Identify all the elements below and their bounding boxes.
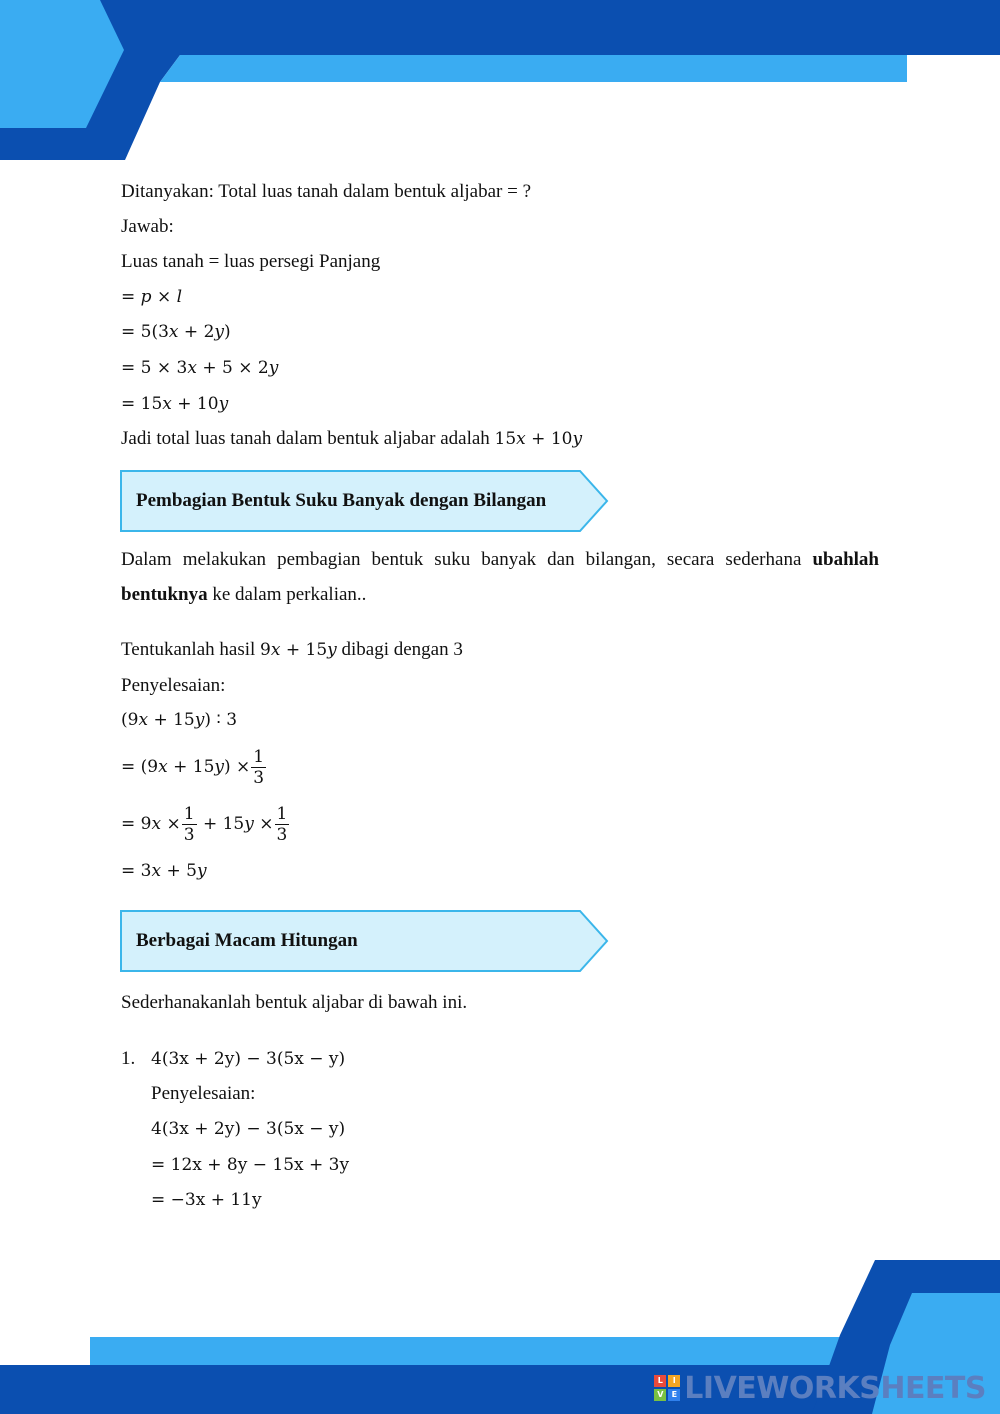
fraction-numerator: 1	[183, 804, 195, 824]
eq-var: x	[162, 394, 172, 414]
eq-text: ×	[151, 287, 177, 307]
eq-var: x	[151, 814, 162, 834]
eq-text: + 10	[525, 429, 573, 449]
division-task	[121, 638, 463, 662]
section-banner-calculations	[120, 910, 608, 972]
eq-var: x	[270, 640, 281, 660]
eq-text: + 10	[171, 394, 219, 414]
eq-var: y	[196, 861, 207, 881]
logo-letter: V	[654, 1389, 666, 1401]
eq-var: x	[151, 861, 162, 881]
division-explanation	[121, 542, 879, 612]
exercise-item-1	[121, 1047, 346, 1071]
conclusion-line	[121, 427, 582, 451]
fraction-one-third	[275, 804, 290, 845]
eq-text: = 9	[121, 814, 152, 834]
fraction-denominator: 3	[276, 825, 288, 845]
eq-text: ) ∶ 3	[204, 710, 238, 730]
task-text: Tentukanlah hasil	[121, 639, 261, 660]
eq-text: ×	[253, 814, 274, 834]
task-expression	[260, 640, 337, 660]
logo-text: LIVEWORKSHEETS	[684, 1370, 986, 1406]
eq-var: y	[244, 814, 254, 834]
eq-text: = (9	[121, 757, 159, 777]
exercise-step-2: = 12x + 8y − 15x + 3y	[151, 1155, 350, 1175]
eq-var: l	[176, 287, 183, 307]
eq-var: x	[516, 429, 526, 449]
eq-text: 15	[494, 429, 517, 449]
logo-mark-icon	[654, 1375, 680, 1401]
eq-text: (9	[121, 710, 139, 730]
section-banner-division	[120, 470, 608, 532]
equation-step-1	[121, 285, 182, 309]
eq-var: y	[268, 358, 279, 378]
exercise-step-1: 4(3x + 2y) − 3(5x − y)	[151, 1119, 346, 1139]
eq-var: y	[572, 429, 583, 449]
equation-step-2	[121, 320, 231, 344]
logo-letter: I	[668, 1375, 680, 1387]
eq-var: y	[218, 394, 229, 414]
conclusion-text: Jadi total luas tanah dalam bentuk aljabar adalah	[121, 428, 495, 449]
eq-text: ×	[161, 814, 181, 834]
fraction-denominator: 3	[183, 825, 195, 845]
header-decoration	[0, 0, 1000, 170]
section-title-calculations: Berbagai Macam Hitungan	[136, 930, 358, 951]
para-text: Dalam melakukan pembagian bentuk suku banyak dan bilangan, secara sederhana	[121, 549, 813, 570]
para-text: ke dalam perkalian..	[207, 584, 367, 605]
eq-var: x	[187, 358, 197, 378]
division-step-2	[121, 742, 267, 792]
item-expression: 4(3x + 2y) − 3(5x − y)	[151, 1049, 346, 1069]
area-definition: Luas tanah = luas persegi Panjang	[121, 251, 381, 272]
equation-step-4	[121, 392, 228, 416]
eq-var: y	[214, 322, 224, 342]
exercise-solution-label: Penyelesaian:	[151, 1083, 256, 1104]
fraction-one-third	[182, 804, 197, 845]
exercise-step-3: = −3x + 11y	[151, 1190, 262, 1210]
division-step-3	[121, 799, 290, 849]
eq-var: y	[327, 640, 337, 660]
section-title-division: Pembagian Bentuk Suku Banyak dengan Bilangan	[136, 490, 547, 511]
eq-text: = 15	[121, 394, 163, 414]
item-number: 1.	[121, 1048, 136, 1069]
eq-var: y	[194, 710, 205, 730]
answer-label: Jawab:	[121, 216, 174, 237]
fraction-numerator: 1	[253, 747, 265, 767]
conclusion-expression	[495, 429, 583, 449]
task-text: dibagi dengan 3	[336, 639, 463, 660]
eq-text: + 2	[178, 322, 215, 342]
fraction-denominator: 3	[253, 768, 265, 788]
eq-text: = 5(3	[121, 322, 169, 342]
eq-text: 9	[260, 640, 271, 660]
fraction-numerator: 1	[276, 804, 288, 824]
fraction-one-third	[251, 747, 266, 788]
solution-label: Penyelesaian:	[121, 675, 226, 696]
logo-letter: E	[668, 1389, 680, 1401]
logo-letter: L	[654, 1375, 666, 1387]
eq-text: )	[224, 322, 231, 342]
eq-text: ) ×	[224, 757, 251, 777]
eq-var: p	[140, 287, 152, 307]
eq-text: = 3	[121, 861, 152, 881]
eq-text: + 5 × 2	[196, 358, 269, 378]
equation-step-3	[121, 356, 278, 380]
eq-text: + 15	[280, 640, 328, 660]
liveworksheets-logo	[654, 1372, 986, 1404]
eq-text: + 15	[148, 710, 195, 730]
eq-text: + 5	[161, 861, 197, 881]
question-line: Ditanyakan: Total luas tanah dalam bentuk aljabar = ?	[121, 181, 532, 202]
simplify-instruction: Sederhanakanlah bentuk aljabar di bawah ini.	[121, 992, 468, 1013]
division-step-1	[121, 708, 237, 732]
eq-var: x	[158, 757, 168, 777]
division-step-4	[121, 859, 207, 883]
eq-var: x	[138, 710, 149, 730]
eq-text: + 15	[167, 757, 215, 777]
eq-text: + 15	[197, 814, 245, 834]
eq-var: y	[214, 757, 224, 777]
eq-text: = 5 × 3	[121, 358, 188, 378]
para-bold-text: ubahlah bentuknya	[121, 549, 879, 605]
eq-var: x	[168, 322, 179, 342]
eq-text: =	[121, 287, 141, 307]
